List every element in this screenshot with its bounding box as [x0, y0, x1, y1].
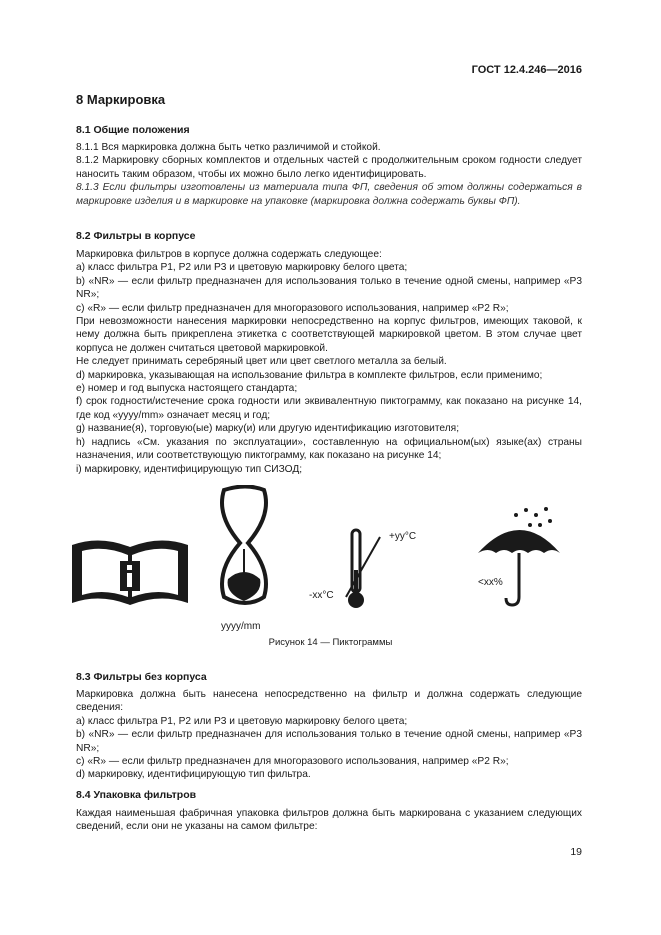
subsection-8-2-heading: 8.2 Фильтры в корпусе [76, 230, 196, 242]
paragraph: 8.1.3 Если фильтры изготовлены из материала типа ФП, сведения об этом должны содержаться в маркировке изделия и в маркировке на упаковке (маркировка должна содержать буквы ФП). [76, 182, 582, 207]
subsection-8-2-body [76, 248, 582, 476]
instructions-book-icon [72, 540, 188, 605]
subsection-8-4-heading: 8.4 Упаковка фильтров [76, 789, 197, 801]
list-item: e) номер и год выпуска настоящего стандарта; [76, 383, 298, 395]
list-item: g) название(я), торговую(ые) марку(и) или другую идентификацию изготовителя; [76, 423, 460, 435]
thermometer-icon [346, 530, 380, 608]
list-item: b) «NR» — если фильтр предназначен для использования только в течение одной смены, например «P3 NR»; [76, 275, 582, 301]
subsection-8-3-heading: 8.3 Фильтры без корпуса [76, 671, 207, 683]
section-title: 8 Маркировка [76, 92, 166, 107]
temperature-high-label: +yy°C [389, 531, 417, 542]
paragraph: При невозможности нанесения маркировки непосредственно на корпус фильтров, имеющих таковой, к нему должна быть прикреплена этикетка с соответствующей маркировкой цветом. В этом случае цвет корпуса не должен считаться цветовой маркировкой. [76, 316, 582, 354]
list-item: d) маркировка, указывающая на использование фильтра в комплекте фильтров, если применимо; [76, 369, 543, 381]
keep-dry-umbrella-icon [478, 507, 560, 605]
subsection-8-3-body [76, 688, 582, 782]
page-number: 19 [570, 846, 582, 858]
standard-number: ГОСТ 12.4.246—2016 [471, 64, 582, 76]
figure-caption: Рисунок 14 — Пиктограммы [268, 637, 393, 648]
temperature-low-label: -xx°C [309, 590, 334, 601]
list-item: c) «R» — если фильтр предназначен для многоразового использования, например «P2 R»; [76, 302, 509, 314]
hourglass-icon [222, 487, 266, 604]
list-item: c) «R» — если фильтр предназначен для многоразового использования, например «P2 R»; [76, 756, 509, 768]
paragraph: 8.1.2 Маркировку сборных комплектов и отдельных частей с продолжительным сроком годности следует наносить таким образом, чтобы их можно было легко идентифицировать. [76, 155, 582, 180]
list-item: а) класс фильтра Р1, Р2 или Р3 и цветовую маркировку белого цвета; [76, 715, 408, 727]
list-item: d) маркировку, идентифицирующую тип фильтра. [76, 769, 311, 781]
pictograms-figure [60, 485, 600, 650]
paragraph: Каждая наименьшая фабричная упаковка фильтров должна быть маркирована с указанием следующих сведений, если они не указаны на самом фильтре: [76, 808, 582, 833]
list-item: i) маркировку, идентифицирующую тип СИЗОД; [76, 463, 303, 475]
list-item: h) надпись «См. указания по эксплуатации», составленную на официальном(ых) языке(ах) страны назначения, или соответствующую пиктограмму, как показано на рисунке 14; [76, 436, 582, 462]
subsection-8-1-heading: 8.1 Общие положения [76, 124, 190, 136]
subsection-8-1-body [76, 141, 582, 208]
list-item: b) «NR» — если фильтр предназначен для использования только в течение одной смены, например «P3 NR»; [76, 729, 582, 754]
paragraph: Не следует принимать серебряный цвет или цвет светлого металла за белый. [76, 356, 447, 368]
paragraph: Маркировка должна быть нанесена непосредственно на фильтр и должна содержать следующие сведения: [76, 689, 582, 714]
list-item: f) срок годности/истечение срока годности или эквивалентную пиктограмму, как показано на рисунке 14, где код «уууу/mm» означает месяц и год; [76, 396, 582, 421]
humidity-label: <xx% [478, 577, 503, 588]
list-item: а) класс фильтра Р1, Р2 или Р3 и цветовую маркировку белого цвета; [76, 262, 408, 274]
subsection-8-4-body [76, 807, 582, 834]
paragraph: 8.1.1 Вся маркировка должна быть четко различимой и стойкой. [76, 142, 381, 153]
paragraph: Маркировка фильтров в корпусе должна содержать следующее: [76, 249, 382, 260]
hourglass-label: yyyy/mm [221, 621, 261, 632]
